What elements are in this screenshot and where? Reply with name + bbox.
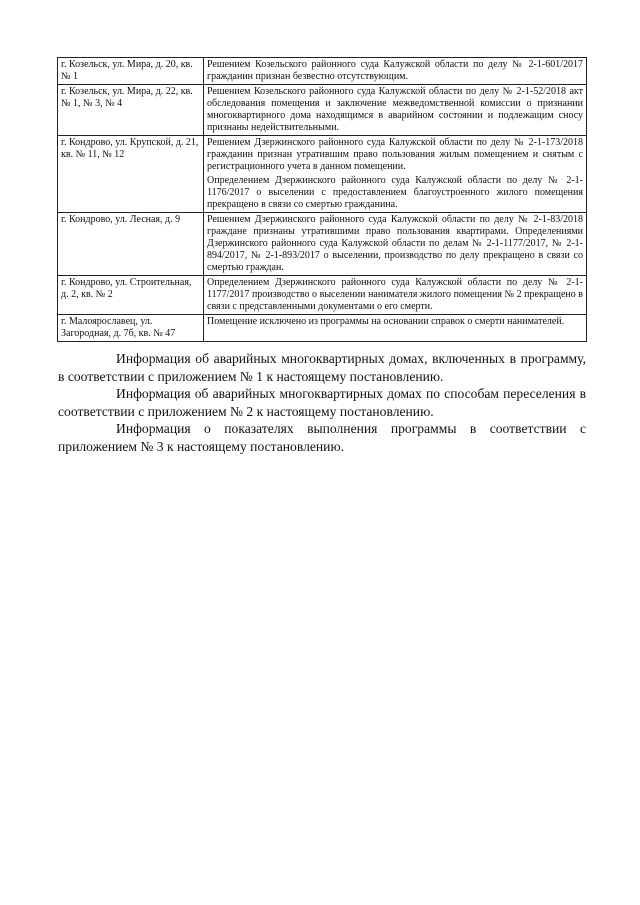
decision-cell — [204, 136, 587, 213]
table-row — [58, 213, 587, 276]
decision-text: Решением Дзержинского районного суда Калужской области по делу № 2-1-173/2018 гражданин признан утратившим право пользования жилым помещением и снятым с регистрационного учета в данном помещении. — [207, 137, 583, 172]
decision-text: Определением Дзержинского районного суда Калужской области по делу № 2-1-1176/2017 о выселении с предоставлением благоустроенного жилого помещения прекращено в связи со смертью гражданина. — [207, 175, 583, 210]
body-text — [58, 350, 586, 455]
excluded-housing-table — [57, 57, 587, 342]
decision-cell — [204, 213, 587, 276]
address-cell: г. Кондрово, ул. Крупской, д. 21, кв. № 11, № 12 — [58, 136, 204, 213]
paragraph-appendix-2: Информация об аварийных многоквартирных домах по способам переселения в соответствии с приложением № 2 к настоящему постановлению. — [58, 386, 586, 419]
address-cell: г. Кондрово, ул. Лесная, д. 9 — [58, 213, 204, 276]
decision-text: Определением Дзержинского районного суда Калужской области по делу № 2-1-1177/2017 производство о выселении нанимателя жилого помещения № 2 прекращено в связи с представленными документами о его смерти. — [207, 277, 583, 312]
table-row — [58, 276, 587, 315]
paragraph-appendix-3: Информация о показателях выполнения программы в соответствии с приложением № 3 к настоящему постановлению. — [58, 421, 586, 454]
address-cell: г. Малоярославец, ул. Загородная, д. 7б, кв. № 47 — [58, 315, 204, 342]
table-row — [58, 85, 587, 136]
decision-text: Решением Дзержинского районного суда Калужской области по делу № 2-1-83/2018 граждане признаны утратившими право пользования квартирами. Определениями Дзержинского районного суда Калужской области по делам № 2-1-1177/2017, № 2-1-894/2017, № 2-1-893/2017 о выселении, производство по делу прекращено в связи со смертью граждан. — [207, 214, 583, 273]
table-row — [58, 315, 587, 342]
decision-text: Решением Козельского районного суда Калужской области по делу № 2-1-52/2018 акт обследования помещения и заключение межведомственной комиссии о признании многоквартирного дома находящимся в аварийном состоянии и подлежащим сносу признаны недействительными. — [207, 86, 583, 133]
decision-cell — [204, 276, 587, 315]
decision-cell — [204, 315, 587, 342]
decision-cell — [204, 58, 587, 85]
decision-text: Решением Козельского районного суда Калужской области по делу № 2-1-601/2017 гражданин признан безвестно отсутствующим. — [207, 59, 583, 82]
table-row — [58, 58, 587, 85]
address-cell: г. Козельск, ул. Мира, д. 22, кв. № 1, № 3, № 4 — [58, 85, 204, 136]
table-body — [58, 58, 587, 342]
paragraph-appendix-1: Информация об аварийных многоквартирных домах, включенных в программу, в соответствии с приложением № 1 к настоящему постановлению. — [58, 351, 586, 384]
decision-text: Помещение исключено из программы на основании справок о смерти нанимателей. — [207, 316, 565, 327]
decision-cell — [204, 85, 587, 136]
address-cell: г. Козельск, ул. Мира, д. 20, кв. № 1 — [58, 58, 204, 85]
address-cell: г. Кондрово, ул. Строительная, д. 2, кв. № 2 — [58, 276, 204, 315]
table-row — [58, 136, 587, 213]
